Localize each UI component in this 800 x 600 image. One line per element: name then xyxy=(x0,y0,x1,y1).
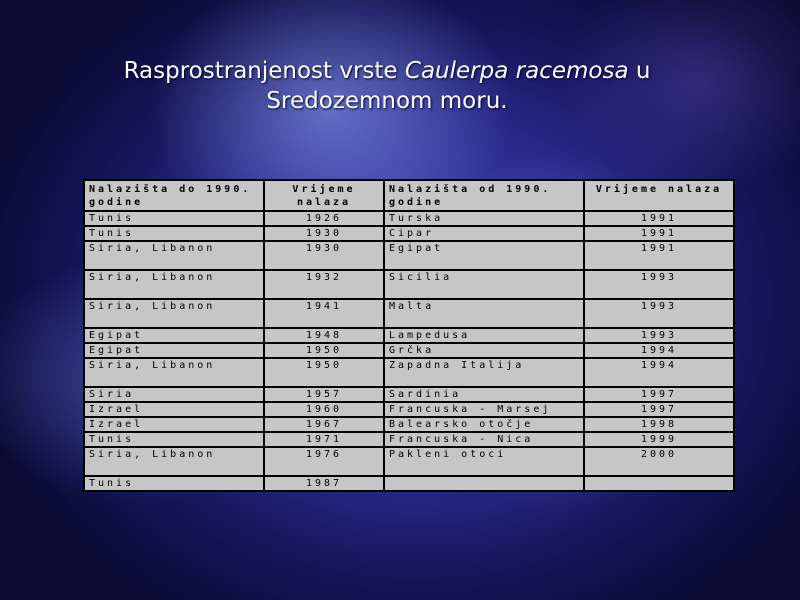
site-before-cell: Siria, Libanon xyxy=(84,270,264,299)
year-before-cell: 1941 xyxy=(264,299,384,328)
year-after-cell: 1991 xyxy=(584,211,734,226)
table-row xyxy=(84,447,734,476)
header-find-time-1: Vrijeme nalaza xyxy=(264,180,384,211)
table-row xyxy=(84,402,734,417)
site-after-cell: Balearsko otočje xyxy=(384,417,584,432)
site-after-cell: Grčka xyxy=(384,343,584,358)
site-before-cell: Izrael xyxy=(84,417,264,432)
site-before-cell: Siria, Libanon xyxy=(84,241,264,270)
site-before-cell: Siria, Libanon xyxy=(84,447,264,476)
site-before-cell: Tunis xyxy=(84,226,264,241)
year-before-cell: 1950 xyxy=(264,343,384,358)
table-row xyxy=(84,299,734,328)
year-after-cell: 1999 xyxy=(584,432,734,447)
site-after-cell: Francuska - Nica xyxy=(384,432,584,447)
title-prefix: Rasprostranjenost vrste xyxy=(123,58,405,84)
year-after-cell: 2000 xyxy=(584,447,734,476)
site-after-cell: Francuska - Marsej xyxy=(384,402,584,417)
table-row xyxy=(84,417,734,432)
year-before-cell: 1932 xyxy=(264,270,384,299)
site-before-cell: Egipat xyxy=(84,328,264,343)
site-after-cell: Pakleni otoci xyxy=(384,447,584,476)
site-after-cell: Cipar xyxy=(384,226,584,241)
table-row xyxy=(84,358,734,387)
year-before-cell: 1930 xyxy=(264,241,384,270)
site-before-cell: Egipat xyxy=(84,343,264,358)
year-before-cell: 1960 xyxy=(264,402,384,417)
site-after-cell: Egipat xyxy=(384,241,584,270)
table-row xyxy=(84,343,734,358)
year-after-cell: 1993 xyxy=(584,328,734,343)
year-before-cell: 1950 xyxy=(264,358,384,387)
table-row xyxy=(84,328,734,343)
site-before-cell: Izrael xyxy=(84,402,264,417)
year-after-cell: 1997 xyxy=(584,402,734,417)
year-after-cell: 1991 xyxy=(584,241,734,270)
site-after-cell: Sicilia xyxy=(384,270,584,299)
year-before-cell: 1976 xyxy=(264,447,384,476)
year-before-cell: 1930 xyxy=(264,226,384,241)
table-row xyxy=(84,476,734,491)
site-after-cell: Turska xyxy=(384,211,584,226)
year-after-cell: 1997 xyxy=(584,387,734,402)
site-after-cell xyxy=(384,476,584,491)
slide-title-line-2: Sredozemnom moru. xyxy=(266,88,508,114)
title-suffix: u xyxy=(628,58,651,84)
slide-title-line-1 xyxy=(0,56,774,86)
site-after-cell: Lampedusa xyxy=(384,328,584,343)
table-row xyxy=(84,211,734,226)
year-before-cell: 1987 xyxy=(264,476,384,491)
distribution-table xyxy=(83,179,735,492)
site-after-cell: Zapadna Italija xyxy=(384,358,584,387)
year-before-cell: 1967 xyxy=(264,417,384,432)
site-after-cell: Sardinia xyxy=(384,387,584,402)
year-before-cell: 1971 xyxy=(264,432,384,447)
year-before-cell: 1926 xyxy=(264,211,384,226)
year-after-cell xyxy=(584,476,734,491)
year-before-cell: 1948 xyxy=(264,328,384,343)
header-find-time-2: Vrijeme nalaza xyxy=(584,180,734,211)
year-after-cell: 1991 xyxy=(584,226,734,241)
year-after-cell: 1994 xyxy=(584,358,734,387)
site-before-cell: Tunis xyxy=(84,211,264,226)
year-after-cell: 1994 xyxy=(584,343,734,358)
header-sites-before-1990: Nalazišta do 1990. godine xyxy=(84,180,264,211)
year-before-cell: 1957 xyxy=(264,387,384,402)
site-before-cell: Siria xyxy=(84,387,264,402)
table-body xyxy=(84,211,734,491)
site-before-cell: Siria, Libanon xyxy=(84,299,264,328)
site-before-cell: Tunis xyxy=(84,432,264,447)
year-after-cell: 1993 xyxy=(584,299,734,328)
table-row xyxy=(84,387,734,402)
site-before-cell: Tunis xyxy=(84,476,264,491)
header-sites-after-1990: Nalazišta od 1990. godine xyxy=(384,180,584,211)
table-row xyxy=(84,432,734,447)
table-row xyxy=(84,241,734,270)
year-after-cell: 1993 xyxy=(584,270,734,299)
year-after-cell: 1998 xyxy=(584,417,734,432)
table-row xyxy=(84,226,734,241)
table-header-row xyxy=(84,180,734,211)
table-row xyxy=(84,270,734,299)
species-name: Caulerpa racemosa xyxy=(404,58,629,84)
site-before-cell: Siria, Libanon xyxy=(84,358,264,387)
site-after-cell: Malta xyxy=(384,299,584,328)
slide-title xyxy=(0,56,774,116)
